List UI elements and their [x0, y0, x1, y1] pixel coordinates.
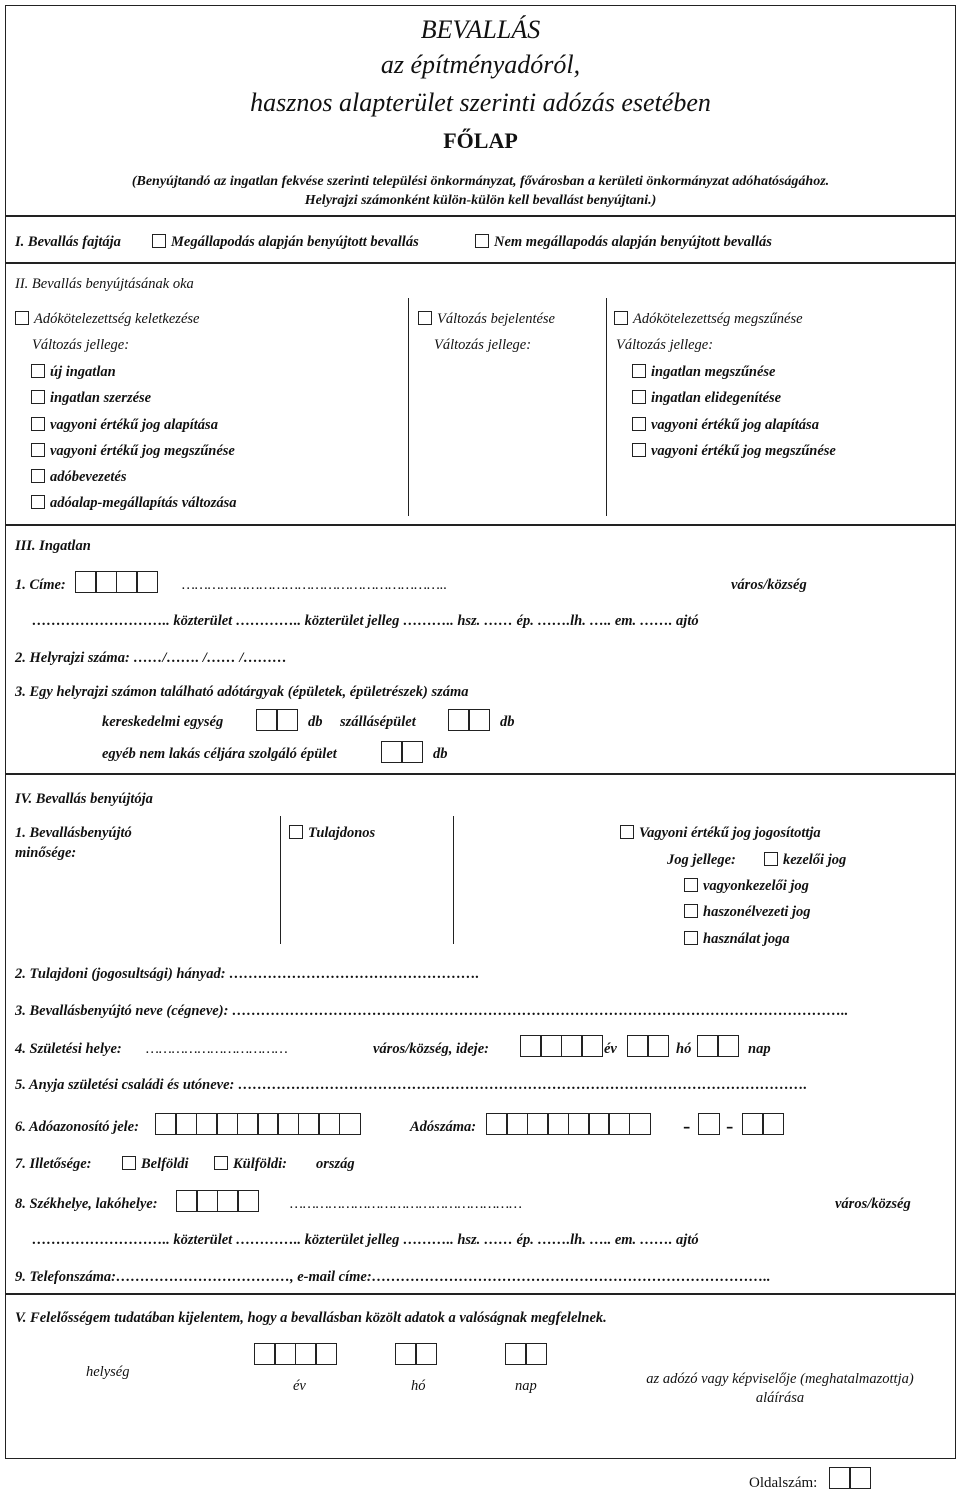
- right-holder-label: Vagyoni értékű jog jogosítottja: [639, 825, 821, 841]
- other-building-boxes[interactable]: [381, 741, 422, 763]
- birthdate-label: város/község, ideje:: [373, 1041, 489, 1057]
- owner-checkbox[interactable]: [289, 825, 303, 839]
- tax-number-label: Adószáma:: [410, 1119, 477, 1135]
- tax-introduction-checkbox[interactable]: [31, 469, 45, 483]
- sign-year-label: év: [293, 1378, 306, 1394]
- city-dots: ……………………………………………………..: [182, 577, 448, 593]
- right-establishment-checkbox[interactable]: [31, 417, 45, 431]
- seat-city-label: város/község: [835, 1196, 911, 1212]
- submitter-capacity-label-1: 1. Bevallásbenyújtó: [15, 825, 132, 841]
- management-right-checkbox[interactable]: [764, 852, 778, 866]
- property-cessation-checkbox[interactable]: [632, 364, 646, 378]
- seat-city-dots: ………………………………………………: [290, 1196, 523, 1212]
- mother-name: 5. Anyja születési családi és utóneve: ……………………………………………………………………………………………………….: [15, 1077, 808, 1093]
- section-1-heading: I. Bevallás fajtája: [15, 234, 121, 250]
- birthplace-dots: ……………………………: [146, 1041, 288, 1057]
- address-line: ……………………….. közterület ………….. közterület jelleg ……….. hsz. …… ép. …….lh. ….. em. ……. ajtó: [32, 613, 699, 629]
- residency-label: 7. Illetősége:: [15, 1156, 92, 1172]
- postal-code-boxes[interactable]: [75, 571, 157, 593]
- usufruct-right-label: haszonélvezeti jog: [703, 904, 811, 920]
- property-alienation-checkbox[interactable]: [632, 390, 646, 404]
- seat-label: 8. Székhelye, lakóhelye:: [15, 1196, 158, 1212]
- tax-number-box-2[interactable]: [698, 1113, 718, 1135]
- birthplace-label: 4. Születési helye:: [15, 1041, 122, 1057]
- other-building-label: egyéb nem lakás céljára szolgáló épület: [102, 746, 337, 762]
- form-subtitle-2: hasznos alapterület szerinti adózás esetében: [250, 88, 711, 117]
- tax-base-change-label: adóalap-megállapítás változása: [50, 495, 237, 511]
- signature-label-1: az adózó vagy képviselője (meghatalmazottja): [646, 1371, 914, 1387]
- management-right-label: kezelői jog: [783, 852, 847, 868]
- seat-postal-boxes[interactable]: [176, 1190, 258, 1212]
- property-acquisition-label: ingatlan szerzése: [50, 390, 152, 406]
- submitter-name: 3. Bevallásbenyújtó neve (cégneve): ………………………………………………………………………………………………………………..: [15, 1003, 849, 1019]
- agreement-checkbox[interactable]: [152, 234, 166, 248]
- birth-month-boxes[interactable]: [627, 1035, 668, 1057]
- col3-right-establishment-checkbox[interactable]: [632, 417, 646, 431]
- col3-right-termination-checkbox[interactable]: [632, 443, 646, 457]
- birth-day-boxes[interactable]: [697, 1035, 738, 1057]
- asset-management-right-checkbox[interactable]: [684, 878, 698, 892]
- agreement-label: Megállapodás alapján benyújtott bevallás: [171, 234, 419, 250]
- tax-number-boxes-1[interactable]: [486, 1113, 649, 1135]
- col1-nature-label: Változás jellege:: [32, 337, 130, 353]
- domestic-label: Belföldi: [141, 1156, 189, 1172]
- other-db: db: [433, 746, 448, 762]
- right-establishment-label: vagyoni értékű jog alapítása: [50, 417, 218, 433]
- tax-objects-heading: 3. Egy helyrajzi számon található adótárgyak (épületek, épületrészek) száma: [15, 684, 469, 700]
- submission-note-2: Helyrajzi számonként külön-külön kell bevallást benyújtani.): [304, 193, 657, 208]
- sign-month-label: hó: [411, 1378, 426, 1394]
- property-alienation-label: ingatlan elidegenítése: [651, 390, 782, 406]
- section-3-heading: III. Ingatlan: [15, 538, 91, 554]
- right-holder-checkbox[interactable]: [620, 825, 634, 839]
- section-2-heading: II. Bevallás benyújtásának oka: [15, 276, 194, 292]
- no-agreement-label: Nem megállapodás alapján benyújtott bevallás: [494, 234, 772, 250]
- tax-number-dash-2: -: [726, 1113, 734, 1138]
- obligation-start-label: Adókötelezettség keletkezése: [34, 311, 200, 327]
- country-label: ország: [316, 1156, 355, 1172]
- col3-nature-label: Változás jellege:: [616, 337, 714, 353]
- column-divider-1: [408, 298, 409, 516]
- address-label: 1. Címe:: [15, 577, 66, 593]
- submitter-capacity-label-2: minősége:: [15, 845, 77, 861]
- tax-number-dash-1: -: [683, 1113, 691, 1138]
- accommodation-label: szállásépület: [340, 714, 416, 730]
- seat-address-line: ……………………….. közterület ………….. közterület jelleg ……….. hsz. …… ép. …….lh. ….. em. ……. ajtó: [32, 1232, 699, 1248]
- property-cessation-label: ingatlan megszűnése: [651, 364, 776, 380]
- col3-right-termination-label: vagyoni értékű jog megszűnése: [651, 443, 836, 459]
- phone-email: 9. Telefonszáma:………………………………, e-mail címe:………………………………………………………………………..: [15, 1269, 771, 1285]
- foreign-checkbox[interactable]: [214, 1156, 228, 1170]
- birth-year-label: év: [604, 1041, 617, 1057]
- commercial-unit-boxes[interactable]: [256, 709, 297, 731]
- page-number-boxes[interactable]: [829, 1467, 870, 1489]
- birth-month-label: hó: [676, 1041, 692, 1057]
- asset-management-right-label: vagyonkezelői jog: [703, 878, 809, 894]
- folap-label: FŐLAP: [443, 128, 518, 153]
- city-label: város/község: [731, 577, 807, 593]
- property-acquisition-checkbox[interactable]: [31, 390, 45, 404]
- accommodation-boxes[interactable]: [448, 709, 489, 731]
- column-divider-2: [606, 298, 607, 516]
- tax-base-change-checkbox[interactable]: [31, 495, 45, 509]
- right-termination-checkbox[interactable]: [31, 443, 45, 457]
- owner-label: Tulajdonos: [308, 825, 376, 841]
- foreign-label: Külföldi:: [233, 1156, 287, 1172]
- submission-note-1: (Benyújtandó az ingatlan fekvése szerinti települési önkormányzat, fővárosban a kerületi önkormányzat adóhatóságához.: [131, 174, 830, 189]
- parcel-number: 2. Helyrajzi száma: ……/……. /…… /………: [15, 650, 287, 666]
- domestic-checkbox[interactable]: [122, 1156, 136, 1170]
- commercial-db: db: [308, 714, 323, 730]
- commercial-unit-label: kereskedelmi egység: [102, 714, 224, 730]
- sign-year-boxes[interactable]: [254, 1343, 336, 1365]
- accommodation-db: db: [500, 714, 515, 730]
- birth-year-boxes[interactable]: [520, 1035, 602, 1057]
- capacity-divider-2: [453, 816, 454, 944]
- obligation-start-checkbox[interactable]: [15, 311, 29, 325]
- col3-right-establishment-label: vagyoni értékű jog alapítása: [651, 417, 819, 433]
- use-right-checkbox[interactable]: [684, 931, 698, 945]
- new-property-checkbox[interactable]: [31, 364, 45, 378]
- change-report-label: Változás bejelentése: [437, 311, 555, 327]
- tax-introduction-label: adóbevezetés: [50, 469, 127, 485]
- birth-day-label: nap: [748, 1041, 771, 1057]
- right-termination-label: vagyoni értékű jog megszűnése: [50, 443, 235, 459]
- change-report-checkbox[interactable]: [418, 311, 432, 325]
- section-4-heading: IV. Bevallás benyújtója: [15, 791, 153, 807]
- sign-day-boxes[interactable]: [505, 1343, 546, 1365]
- tax-number-boxes-3[interactable]: [742, 1113, 783, 1135]
- tax-id-boxes[interactable]: [155, 1113, 359, 1135]
- right-nature-label: Jog jellege:: [667, 852, 736, 868]
- no-agreement-checkbox[interactable]: [475, 234, 489, 248]
- obligation-end-label: Adókötelezettség megszűnése: [633, 311, 803, 327]
- form-title: BEVALLÁS: [420, 15, 541, 44]
- page-number-label: Oldalszám:: [749, 1475, 818, 1491]
- tax-id-label: 6. Adóazonosító jele:: [15, 1119, 139, 1135]
- place-label: helység: [86, 1364, 130, 1380]
- form-subtitle-1: az építményadóról,: [380, 50, 581, 79]
- new-property-label: új ingatlan: [50, 364, 116, 380]
- col2-nature-label: Változás jellege:: [434, 337, 532, 353]
- usufruct-right-checkbox[interactable]: [684, 904, 698, 918]
- capacity-divider-1: [280, 816, 281, 944]
- declaration-text: V. Felelősségem tudatában kijelentem, hogy a bevallásban közölt adatok a valóságnak megfelelnek.: [15, 1310, 607, 1326]
- ownership-share: 2. Tulajdoni (jogosultsági) hányad: …………………………………………….: [15, 966, 480, 982]
- sign-day-label: nap: [515, 1378, 537, 1394]
- sign-month-boxes[interactable]: [395, 1343, 436, 1365]
- signature-label-2: aláírása: [755, 1390, 805, 1406]
- obligation-end-checkbox[interactable]: [614, 311, 628, 325]
- use-right-label: használat joga: [703, 931, 790, 947]
